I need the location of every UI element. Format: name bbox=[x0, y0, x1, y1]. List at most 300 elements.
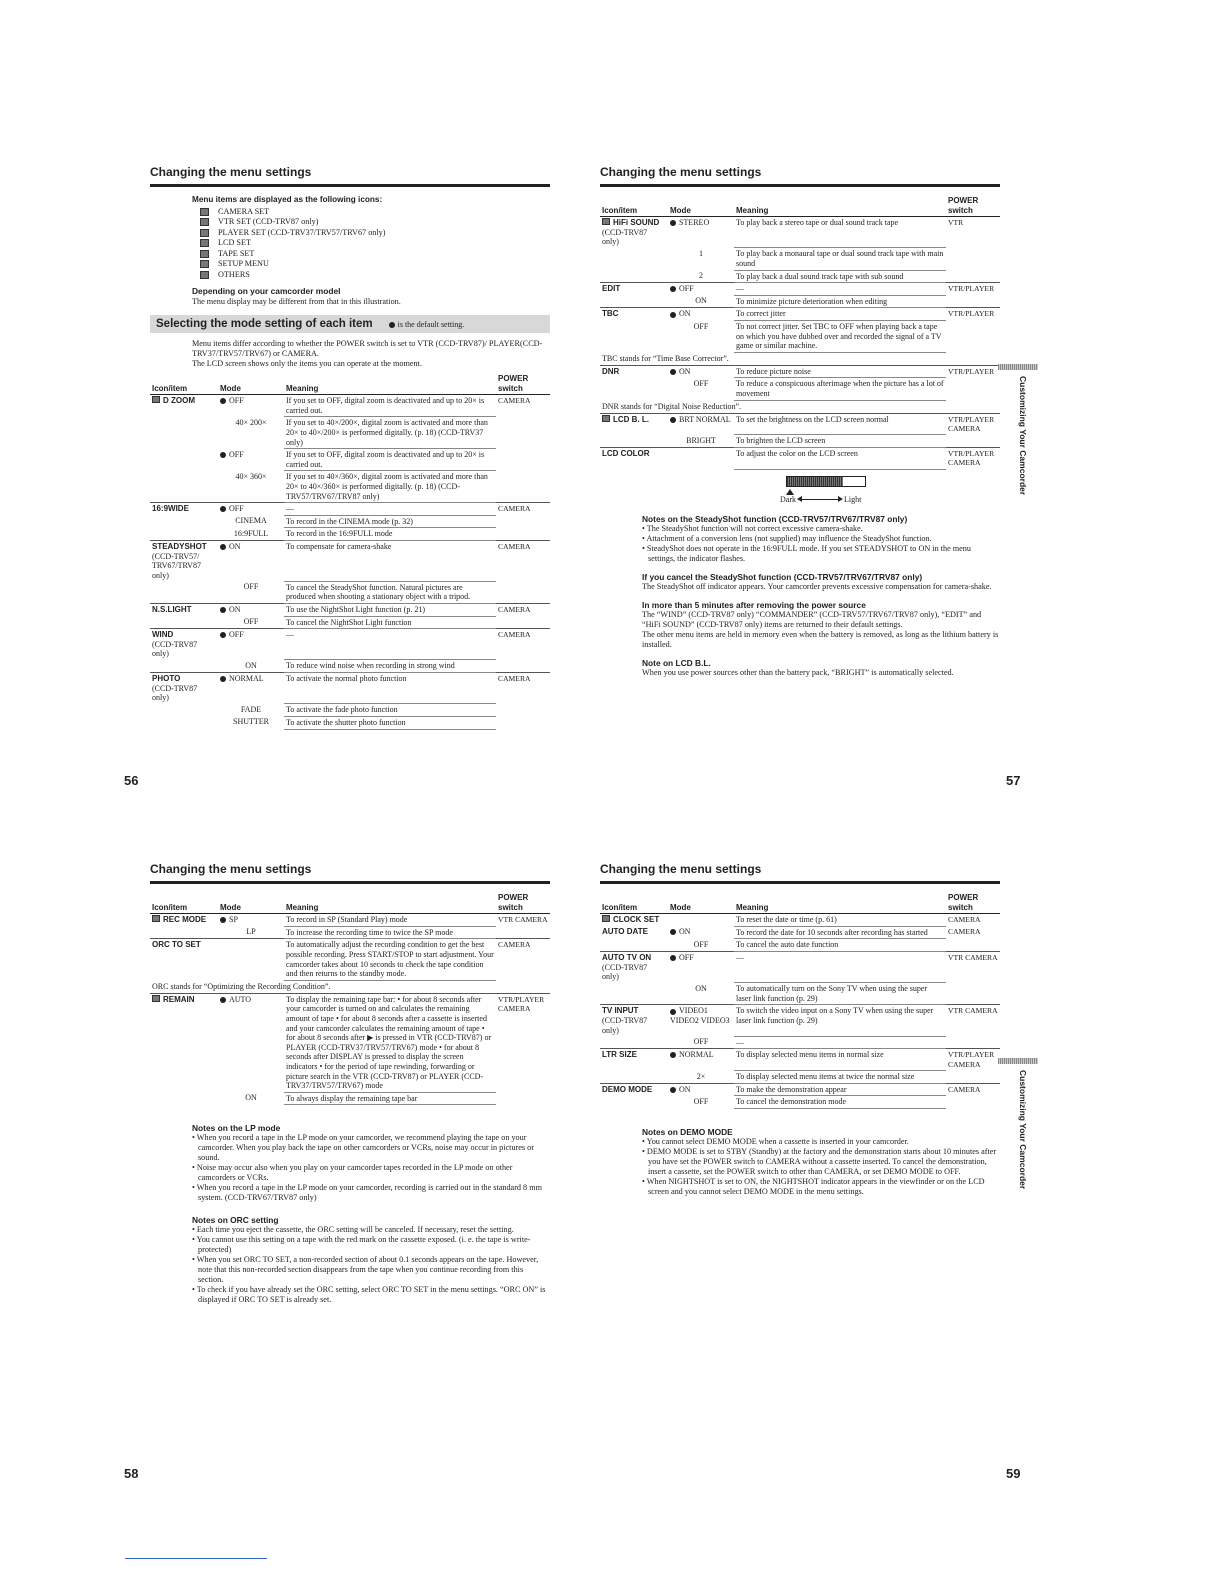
item-cell bbox=[150, 926, 218, 939]
mode-value: ON bbox=[679, 1084, 691, 1094]
col-icon-item: Icon/item bbox=[150, 373, 218, 395]
meaning-cell: To automatically turn on the Sony TV when using the super laser link function (p. 29) bbox=[734, 983, 946, 1005]
item-name: DEMO MODE bbox=[602, 1084, 653, 1094]
table-row bbox=[600, 983, 1000, 1005]
item-name: TV INPUT bbox=[602, 1006, 639, 1016]
item-cell bbox=[600, 308, 668, 321]
meaning-cell: To cancel the NightShot Light function bbox=[284, 616, 496, 629]
icon-label: OTHERS bbox=[218, 269, 250, 279]
icon-legend-item bbox=[200, 217, 550, 228]
meaning-cell: If you set to 40×/360×, digital zoom is activated and more than 20× to 40×/360× is performed digitally. (p. 18) (CCD-TRV57/TRV67/TRV87 only) bbox=[284, 471, 496, 503]
page-59 bbox=[600, 862, 1000, 1197]
note-text: When you use power sources other than the battery pack, “BRIGHT” is automatically selected. bbox=[642, 667, 954, 677]
page-number: 56 bbox=[124, 773, 139, 788]
power-cell bbox=[946, 270, 1000, 283]
note-bullet: • When you record a tape in the LP mode on your camcorder, we recommend playing the tape on your camcorder. When you play back the tape on other camcorders or VCRs, noise may occur in pictures or sound. bbox=[192, 1133, 534, 1163]
power-cell bbox=[946, 939, 1000, 952]
power-cell bbox=[946, 1036, 1000, 1049]
model-text: The menu display may be different from that in this illustration. bbox=[192, 296, 401, 306]
table-row bbox=[150, 417, 550, 449]
tape-set-icon bbox=[200, 250, 209, 258]
power-cell: VTR CAMERA bbox=[496, 914, 550, 927]
mode-value: SP bbox=[229, 915, 238, 925]
power-cell: VTR/PLAYER CAMERA bbox=[946, 413, 1000, 435]
power-cell bbox=[496, 471, 550, 503]
mode-value: ON bbox=[245, 660, 257, 670]
power-cell bbox=[496, 704, 550, 717]
meaning-cell: If you set to OFF, digital zoom is deactivated and up to 20× is carried out. bbox=[284, 395, 496, 417]
mode-value: BRT NORMAL bbox=[679, 414, 731, 424]
mode-value: SHUTTER bbox=[233, 717, 269, 727]
item-name: WIND bbox=[152, 630, 174, 640]
power-cell: CAMERA bbox=[496, 939, 550, 980]
footer-rule bbox=[125, 1558, 267, 1559]
power-cell bbox=[946, 1096, 1000, 1109]
model-heading: Depending on your camcorder model bbox=[192, 286, 341, 296]
meaning-cell: To record in SP (Standard Play) mode bbox=[284, 914, 496, 927]
table-row bbox=[600, 951, 1000, 982]
note-bullet: • DEMO MODE is set to STBY (Standby) at the factory and the demonstration starts about 10 minutes after you have set the POWER switch to CAMERA without a cassette inserted. To cancel the demonstration, insert a cassette, set the POWER switch to other than CAMERA, or set DEMO MODE to OFF. bbox=[642, 1146, 997, 1176]
mode-cell bbox=[668, 365, 734, 378]
default-dot-icon bbox=[670, 369, 676, 375]
mode-value: ON bbox=[229, 604, 241, 614]
default-dot-icon bbox=[670, 955, 676, 961]
mode-cell bbox=[668, 1005, 734, 1036]
meaning-cell: To automatically adjust the recording condition to get the best possible recording. Press START/STOP to start adjustment. Your camcorder takes about 10 seconds to check the tape condition and then returns to the standby mode. bbox=[284, 939, 496, 980]
mode-value: OFF bbox=[693, 321, 709, 331]
menu-item-icon bbox=[602, 415, 610, 422]
table-row bbox=[600, 248, 1000, 270]
mode-value: OFF bbox=[693, 939, 709, 949]
item-cell bbox=[600, 1071, 668, 1084]
item-cell bbox=[150, 528, 218, 541]
table-row bbox=[600, 283, 1000, 296]
power-cell: VTR/PLAYER bbox=[946, 365, 1000, 378]
item-model-note: (CCD-TRV87 only) bbox=[602, 1016, 648, 1035]
item-name: REMAIN bbox=[163, 994, 195, 1004]
mode-value: OFF bbox=[229, 504, 244, 514]
table-row bbox=[600, 1005, 1000, 1036]
power-cell bbox=[946, 983, 1000, 1005]
item-cell bbox=[600, 378, 668, 400]
note-bullet: • SteadyShot does not operate in the 16:9FULL mode. If you set STEADYSHOT to ON in the menu settings, the indicator flashes. bbox=[642, 543, 971, 563]
item-cell bbox=[600, 1083, 668, 1096]
note-text: The “WIND” (CCD-TRV87 only) “COMMANDER” (CCD-TRV57/TRV67/TRV87 only), “EDIT” and “HiFi SOUND” (CCD-TRV87 only) items are returned to their default settings. bbox=[642, 609, 982, 629]
mode-cell bbox=[668, 1096, 734, 1109]
item-cell bbox=[600, 365, 668, 378]
default-dot-icon bbox=[670, 1087, 676, 1093]
mode-cell bbox=[668, 308, 734, 321]
item-cell bbox=[150, 503, 218, 516]
power-cell: CAMERA bbox=[496, 629, 550, 660]
item-cell bbox=[150, 471, 218, 503]
icon-label: PLAYER SET (CCD-TRV37/TRV57/TRV67 only) bbox=[218, 227, 386, 237]
mode-cell bbox=[668, 248, 734, 270]
mode-value: 40× 200× bbox=[235, 417, 267, 427]
item-cell bbox=[150, 395, 218, 417]
side-tab-label: Customizing Your Camcorder bbox=[1018, 1070, 1028, 1190]
lcd-set-icon bbox=[200, 239, 209, 247]
note-text: The SteadyShot off indicator appears. Your camcorder prevents excessive compensation for camera-shake. bbox=[642, 581, 992, 591]
item-name: EDIT bbox=[602, 284, 621, 294]
default-dot-icon bbox=[670, 220, 676, 226]
item-cell bbox=[150, 540, 218, 581]
item-model-note: (CCD-TRV87 only) bbox=[602, 227, 648, 247]
menu-item-icon bbox=[602, 218, 610, 225]
note-heading: Notes on the SteadyShot function (CCD-TRV57/TRV67/TRV87 only) bbox=[642, 513, 908, 524]
double-arrow-icon bbox=[800, 499, 840, 500]
item-cell bbox=[600, 951, 668, 982]
default-dot-icon bbox=[220, 997, 226, 1003]
mode-cell bbox=[668, 914, 734, 927]
mode-cell bbox=[218, 716, 284, 729]
default-dot-icon bbox=[670, 1009, 676, 1015]
item-model-note: (CCD-TRV87 only) bbox=[152, 683, 198, 703]
page-58 bbox=[150, 862, 550, 1305]
meaning-cell: To display the remaining tape bar: • for about 8 seconds after your camcorder is turned on and calculates the remaining amount of tape • for about 8 seconds after a cassette is inserted and your camcorder calculates the remaining amount of tape • for about 8 seconds after ▶ is pressed in VTR (CCD-TRV87) or PLAYER (CCD-TRV37/TRV57/TRV67) mode • for about 8 seconds after DISPLAY is pressed to display the screen indicators • for the period of tape rewinding, forwarding or picture search in the VTR (CCD-TRV87) or PLAYER (CCD-TRV37/TRV57/TRV67) mode bbox=[284, 993, 496, 1092]
table-row bbox=[600, 939, 1000, 952]
mode-cell bbox=[668, 983, 734, 1005]
page-number: 59 bbox=[1006, 1466, 1021, 1481]
mode-cell bbox=[218, 581, 284, 603]
default-dot-icon bbox=[389, 322, 395, 328]
power-cell: CAMERA bbox=[948, 927, 981, 937]
mode-value: ON bbox=[229, 541, 241, 551]
mode-value: OFF bbox=[693, 1037, 709, 1047]
note-text: The other menu items are held in memory even when the battery is removed, as long as the lithium battery is installed. bbox=[642, 629, 999, 649]
note-text: Attachment of a conversion lens (not supplied) may influence the SteadyShot function. bbox=[646, 533, 932, 543]
default-dot-icon bbox=[670, 312, 676, 318]
table-row bbox=[150, 993, 550, 1092]
table-row bbox=[150, 1092, 550, 1105]
power-cell bbox=[946, 435, 1000, 448]
icon-label: LCD SET bbox=[218, 238, 251, 247]
setup-menu-icon bbox=[200, 260, 209, 268]
meaning-cell: To increase the recording time to twice the SP mode bbox=[284, 926, 496, 939]
power-cell bbox=[946, 1071, 1000, 1084]
section-band bbox=[150, 315, 550, 333]
mode-value: 40× 360× bbox=[235, 471, 267, 481]
item-name: LTR SIZE bbox=[602, 1050, 637, 1060]
mode-cell bbox=[668, 378, 734, 400]
icon-label: CAMERA SET bbox=[218, 206, 270, 216]
page-title: Changing the menu settings bbox=[150, 862, 550, 884]
mode-cell bbox=[218, 1092, 284, 1105]
mode-cell bbox=[668, 283, 734, 296]
item-cell bbox=[150, 993, 218, 1092]
section-title: Selecting the mode setting of each item bbox=[156, 318, 373, 330]
power-cell: VTR/PLAYER CAMERA bbox=[496, 993, 550, 1092]
note-bullet: • The SteadyShot function will not correct excessive camera-shake. bbox=[642, 523, 863, 533]
mode-value: 2 bbox=[699, 271, 703, 281]
menu-item-icon bbox=[602, 915, 610, 922]
item-cell bbox=[150, 449, 218, 471]
col-icon-item: Icon/item bbox=[600, 892, 668, 914]
notes bbox=[642, 514, 1000, 678]
item-name: HiFi SOUND bbox=[613, 218, 660, 228]
mode-cell bbox=[668, 1083, 734, 1096]
power-cell: VTR/PLAYER CAMERA bbox=[946, 447, 1000, 469]
icon-legend-item bbox=[200, 249, 550, 260]
icon-legend-item bbox=[200, 207, 550, 218]
note-heading: In more than 5 minutes after removing the power source bbox=[642, 599, 866, 610]
item-cell bbox=[150, 673, 218, 704]
lcd-color-illustration bbox=[750, 476, 1000, 504]
notes bbox=[642, 1127, 1000, 1197]
mode-value: NORMAL bbox=[229, 674, 264, 684]
power-cell: CAMERA bbox=[946, 914, 1000, 927]
table-row bbox=[600, 435, 1000, 448]
default-dot-icon bbox=[670, 417, 676, 423]
default-dot-icon bbox=[220, 452, 226, 458]
item-name: STEADYSHOT bbox=[152, 541, 207, 551]
table-row bbox=[150, 540, 550, 581]
item-cell bbox=[600, 1096, 668, 1109]
default-dot-icon bbox=[220, 632, 226, 638]
page-56 bbox=[150, 165, 550, 730]
default-dot-icon bbox=[670, 1052, 676, 1058]
meaning-cell: To reduce a conspicuous afterimage when the picture has a lot of movement bbox=[734, 378, 946, 400]
meaning-cell: To brighten the LCD screen bbox=[734, 435, 946, 448]
meaning-cell: — bbox=[284, 503, 496, 516]
item-cell bbox=[150, 660, 218, 673]
item-name: DNR bbox=[602, 366, 620, 376]
mode-value: FADE bbox=[240, 704, 262, 714]
item-cell bbox=[600, 248, 668, 270]
default-dot-icon bbox=[220, 544, 226, 550]
mode-cell bbox=[218, 417, 284, 449]
default-dot-icon bbox=[670, 929, 676, 935]
col-icon-item: Icon/item bbox=[150, 892, 218, 914]
mode-cell bbox=[218, 616, 284, 629]
mode-cell bbox=[218, 515, 284, 528]
table-row bbox=[150, 528, 550, 541]
note-bullet: • You cannot select DEMO MODE when a cassette is inserted in your camcorder. bbox=[642, 1136, 909, 1146]
mode-cell bbox=[218, 926, 284, 939]
mode-value: OFF bbox=[229, 396, 244, 406]
table-row bbox=[600, 413, 1000, 435]
mode-cell bbox=[668, 1071, 734, 1084]
mode-cell bbox=[668, 447, 734, 469]
intro-paragraph: The LCD screen shows only the items you can operate at the moment. bbox=[192, 359, 422, 368]
mode-value: LP bbox=[246, 927, 256, 937]
item-cell bbox=[150, 417, 218, 449]
col-power: POWER switch bbox=[496, 892, 550, 914]
default-dot-icon bbox=[220, 506, 226, 512]
table-row bbox=[600, 1049, 1000, 1071]
item-cell bbox=[600, 914, 668, 927]
item-cell bbox=[150, 939, 218, 980]
col-icon-item: Icon/item bbox=[600, 195, 668, 217]
mode-value: ON bbox=[695, 296, 707, 306]
mode-cell bbox=[668, 321, 734, 353]
mode-value: ON bbox=[679, 309, 691, 319]
mode-cell bbox=[218, 395, 284, 417]
mode-value: STEREO bbox=[679, 218, 710, 228]
power-cell: VTR bbox=[946, 217, 1000, 248]
mode-cell bbox=[668, 951, 734, 982]
power-cell: VTR/PLAYER bbox=[946, 308, 1000, 321]
mode-value: CINEMA bbox=[235, 516, 267, 526]
meaning-cell: To minimize picture deterioration when editing bbox=[734, 295, 946, 308]
item-cell bbox=[150, 603, 218, 616]
note-text: When you record a tape in the LP mode on your camcorder, recording is carried out in the standard 8 mm system. (CCD-TRV67/TRV87 only) bbox=[196, 1183, 542, 1203]
item-name: AUTO DATE bbox=[602, 927, 648, 937]
table-note: DNR stands for “Digital Noise Reduction”. bbox=[602, 401, 742, 411]
item-cell bbox=[150, 581, 218, 603]
note-heading: Notes on the LP mode bbox=[192, 1123, 281, 1134]
note-heading: Notes on ORC setting bbox=[192, 1215, 279, 1226]
lcd-color-box bbox=[786, 476, 866, 487]
dark-light-scale bbox=[780, 495, 1000, 504]
meaning-cell: To make the demonstration appear bbox=[734, 1083, 946, 1096]
mode-value: BRIGHT bbox=[686, 435, 716, 445]
meaning-cell: To correct jitter bbox=[734, 308, 946, 321]
default-dot-icon bbox=[670, 286, 676, 292]
note-text: When you set ORC TO SET, a non-recorded section of about 0.1 seconds appears on the tape. However, note that this non-recorded section disappears from the tape when you continue recording from this section. bbox=[196, 1255, 539, 1285]
icon-label: SETUP MENU bbox=[218, 259, 269, 268]
camera-set-icon bbox=[200, 208, 209, 216]
note-bullet: • When you set ORC TO SET, a non-recorded section of about 0.1 seconds appears on the tape. However, note that this non-recorded section disappears from the tape when you continue recording from this section. bbox=[192, 1255, 539, 1285]
table-row bbox=[150, 926, 550, 939]
icon-label: VTR SET (CCD-TRV87 only) bbox=[218, 217, 319, 226]
table-row bbox=[150, 395, 550, 417]
note-text: Noise may occur also when you play on your camcorder tapes recorded in the LP mode on other camcorders or VCRs. bbox=[196, 1163, 513, 1183]
power-cell bbox=[946, 295, 1000, 308]
item-cell bbox=[150, 704, 218, 717]
table-row bbox=[600, 321, 1000, 353]
note-text: When you record a tape in the LP mode on your camcorder, we recommend playing the tape on your camcorder. When you play back the tape on other camcorders or VCRs, noise may occur in pictures or sound. bbox=[196, 1133, 534, 1163]
power-cell: CAMERA bbox=[496, 503, 550, 516]
meaning-cell: To play back a stereo tape or dual sound track tape bbox=[734, 217, 946, 248]
page-title: Changing the menu settings bbox=[600, 862, 1000, 884]
mode-cell bbox=[218, 629, 284, 660]
item-cell bbox=[600, 447, 668, 469]
power-cell bbox=[496, 660, 550, 673]
mode-cell bbox=[668, 1036, 734, 1049]
meaning-cell: To activate the fade photo function bbox=[284, 704, 496, 717]
icon-legend-item bbox=[200, 228, 550, 239]
item-cell bbox=[600, 1005, 668, 1036]
item-model-note: (CCD-TRV57/ TRV67/TRV87 only) bbox=[152, 551, 201, 580]
menu-table bbox=[150, 373, 550, 730]
page-title: Changing the menu settings bbox=[600, 165, 1000, 187]
meaning-cell: To play back a dual sound track tape with sub sound bbox=[734, 270, 946, 283]
page-57 bbox=[600, 165, 1000, 678]
power-cell bbox=[946, 321, 1000, 353]
mode-cell bbox=[668, 295, 734, 308]
mode-cell bbox=[218, 914, 284, 927]
power-cell bbox=[496, 449, 550, 471]
power-cell: VTR/PLAYER bbox=[946, 283, 1000, 296]
mode-value: ON bbox=[679, 927, 691, 937]
side-tab-label: Customizing Your Camcorder bbox=[1018, 376, 1028, 496]
item-cell bbox=[600, 295, 668, 308]
item-name: REC MODE bbox=[163, 915, 207, 925]
side-tab bbox=[1018, 364, 1032, 495]
table-note: TBC stands for “Time Base Corrector”. bbox=[602, 353, 729, 363]
note-bullet: • Noise may occur also when you play on your camcorder tapes recorded in the LP mode on other camcorders or VCRs. bbox=[192, 1163, 513, 1183]
meaning-cell: — bbox=[734, 1036, 946, 1049]
note-text: Each time you eject the cassette, the ORC setting will be canceled. If necessary, reset the setting. bbox=[196, 1225, 514, 1235]
vtr-set-icon bbox=[200, 218, 209, 226]
col-mode: Mode bbox=[668, 195, 734, 217]
mode-cell bbox=[218, 993, 284, 1092]
power-cell: CAMERA bbox=[496, 603, 550, 616]
item-cell bbox=[600, 217, 668, 248]
meaning-cell: To always display the remaining tape bar bbox=[284, 1092, 496, 1105]
side-tab-marker bbox=[998, 364, 1038, 370]
mode-cell bbox=[668, 270, 734, 283]
table-row bbox=[150, 503, 550, 516]
table-row bbox=[600, 926, 1000, 939]
power-cell: CAMERA bbox=[496, 673, 550, 704]
mode-value: OFF bbox=[243, 582, 259, 592]
col-power: POWER switch bbox=[946, 892, 1000, 914]
col-meaning: Meaning bbox=[734, 892, 946, 914]
meaning-cell: To reduce picture noise bbox=[734, 365, 946, 378]
notes bbox=[192, 1123, 550, 1305]
meaning-cell: To record in the CINEMA mode (p. 32) bbox=[284, 515, 496, 528]
note-text: DEMO MODE is set to STBY (Standby) at the factory and the demonstration starts about 10 minutes after you have set the POWER switch to CAMERA without a cassette inserted. To cancel the demonstration, insert a cassette, set the POWER switch to other than CAMERA, or set DEMO MODE to OFF. bbox=[646, 1146, 997, 1176]
light-label: Light bbox=[844, 494, 862, 504]
default-dot-icon bbox=[220, 676, 226, 682]
power-cell: VTR CAMERA bbox=[946, 1005, 1000, 1036]
table-row bbox=[150, 716, 550, 729]
mode-cell bbox=[668, 217, 734, 248]
power-cell bbox=[946, 248, 1000, 270]
others-icon bbox=[200, 271, 209, 279]
note-bullet: • When NIGHTSHOT is set to ON, the NIGHTSHOT indicator appears in the viewfinder or on the LCD screen and you cannot select DEMO MODE in the menu settings. bbox=[642, 1176, 985, 1196]
meaning-cell: If you set to 40×/200×, digital zoom is activated and more than 20× to 40×/200× is performed digitally. (p. 18) (CCD-TRV37 only) bbox=[284, 417, 496, 449]
col-meaning: Meaning bbox=[284, 373, 496, 395]
power-cell bbox=[496, 528, 550, 541]
table-row bbox=[150, 471, 550, 503]
meaning-cell: To cancel the SteadyShot function. Natural pictures are produced when shooting a stationary object with a tripod. bbox=[284, 581, 496, 603]
power-cell bbox=[496, 515, 550, 528]
note-bullet: • Attachment of a conversion lens (not supplied) may influence the SteadyShot function. bbox=[642, 533, 932, 543]
meaning-cell: To compensate for camera-shake bbox=[284, 540, 496, 581]
meaning-cell: To display selected menu items at twice the normal size bbox=[734, 1071, 946, 1084]
table-row bbox=[150, 980, 550, 993]
meaning-cell: To not correct jitter. Set TBC to OFF when playing back a tape on which you have dubbed over and recorded the signal of a TV game or similar machine. bbox=[734, 321, 946, 353]
mode-value: OFF bbox=[693, 1096, 709, 1106]
mode-value: OFF bbox=[679, 952, 694, 962]
meaning-cell: To reset the date or time (p. 61) bbox=[734, 914, 946, 927]
note-heading: If you cancel the SteadyShot function (CCD-TRV57/TRV67/TRV87 only) bbox=[642, 571, 923, 582]
item-model-note: (CCD-TRV87 only) bbox=[152, 639, 198, 659]
mode-value: 16:9FULL bbox=[233, 528, 269, 538]
item-cell bbox=[600, 321, 668, 353]
item-name: LCD COLOR bbox=[602, 448, 650, 458]
mode-value: AUTO bbox=[229, 994, 252, 1004]
mode-cell bbox=[218, 540, 284, 581]
mode-cell bbox=[218, 673, 284, 704]
mode-cell bbox=[218, 939, 284, 980]
side-tab-marker bbox=[998, 1058, 1038, 1064]
default-dot-icon bbox=[220, 607, 226, 613]
meaning-cell: To record in the 16:9FULL mode bbox=[284, 528, 496, 541]
lcd-color-bar bbox=[786, 476, 1000, 487]
note-heading: Notes on DEMO MODE bbox=[642, 1126, 733, 1137]
menu-item-icon bbox=[152, 396, 160, 403]
mode-value: OFF bbox=[229, 449, 244, 459]
player-set-icon bbox=[200, 229, 209, 237]
default-dot-icon bbox=[220, 398, 226, 404]
item-cell bbox=[600, 1036, 668, 1049]
mode-cell bbox=[668, 939, 734, 952]
table-row bbox=[150, 939, 550, 980]
